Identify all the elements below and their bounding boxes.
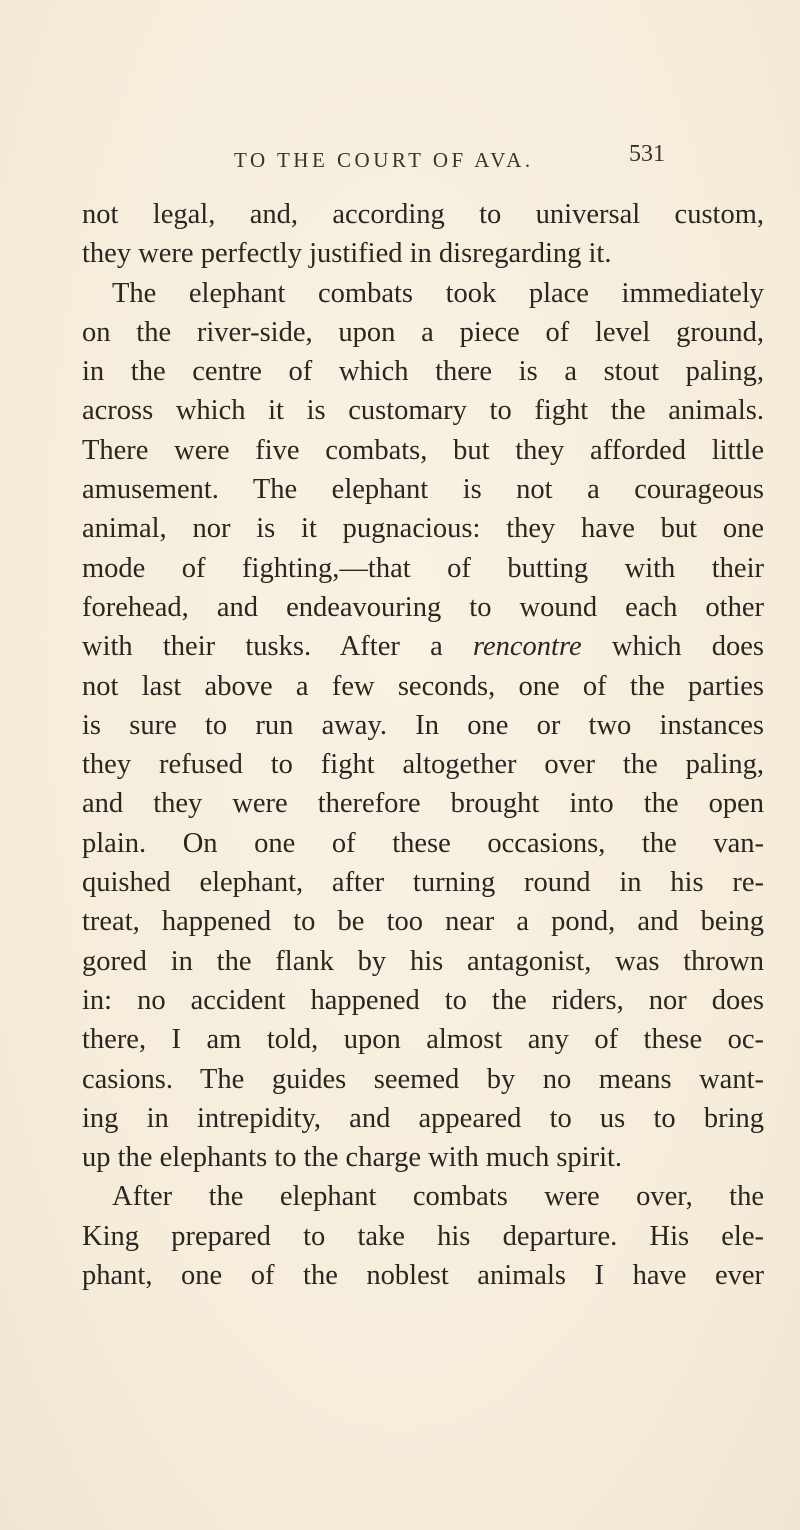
- text-line: not last above a few seconds, one of the parties: [82, 670, 764, 702]
- text-line: gored in the flank by his antagonist, was thrown: [82, 945, 764, 977]
- text-line: animal, nor is it pugnacious: they have but one: [82, 513, 764, 545]
- text-segment: which does: [581, 631, 764, 663]
- text-line: is sure to run away. In one or two instances: [82, 709, 764, 741]
- text-line: mode of fighting,—that of butting with their: [82, 552, 764, 584]
- text-line: and they were therefore brought into the open: [82, 788, 764, 820]
- text-line: phant, one of the noblest animals I have ever: [82, 1260, 764, 1292]
- paragraph-start-line: The elephant combats took place immediately: [112, 277, 764, 309]
- text-line: in: no accident happened to the riders, nor does: [82, 984, 764, 1016]
- text-line: amusement. The elephant is not a courageous: [82, 474, 764, 506]
- text-line: not legal, and, according to universal custom,: [82, 199, 764, 230]
- italic-term: rencontre: [472, 631, 582, 663]
- body-text: [82, 195, 764, 1295]
- page-number: 531: [629, 141, 665, 167]
- running-head: TO THE COURT OF AVA.: [234, 148, 534, 172]
- text-line: in the centre of which there is a stout paling,: [82, 356, 764, 388]
- text-line: quished elephant, after turning round in his re-: [82, 867, 764, 899]
- paragraph-start-line: After the elephant combats were over, the: [112, 1181, 764, 1213]
- text-line: there, I am told, upon almost any of these oc-: [82, 1024, 764, 1056]
- text-line-with-italic: [82, 627, 764, 666]
- text-line: There were five combats, but they afforded little: [82, 434, 764, 466]
- text-line: they refused to fight altogether over the paling,: [82, 749, 764, 781]
- text-line: ing in intrepidity, and appeared to us to bring: [82, 1102, 764, 1134]
- text-line: they were perfectly justified in disregarding it.: [82, 238, 612, 270]
- text-line: King prepared to take his departure. His ele-: [82, 1220, 764, 1252]
- text-segment: with their tusks. After a: [82, 631, 473, 663]
- text-line: across which it is customary to fight the animals.: [82, 395, 764, 427]
- text-line: up the elephants to the charge with much spirit.: [82, 1142, 623, 1174]
- text-line: plain. On one of these occasions, the van-: [82, 827, 764, 859]
- text-line: on the river-side, upon a piece of level ground,: [82, 316, 764, 348]
- text-line: forehead, and endeavouring to wound each other: [82, 591, 764, 623]
- text-line: treat, happened to be too near a pond, and being: [82, 906, 764, 938]
- text-line: casions. The guides seemed by no means want-: [82, 1063, 764, 1095]
